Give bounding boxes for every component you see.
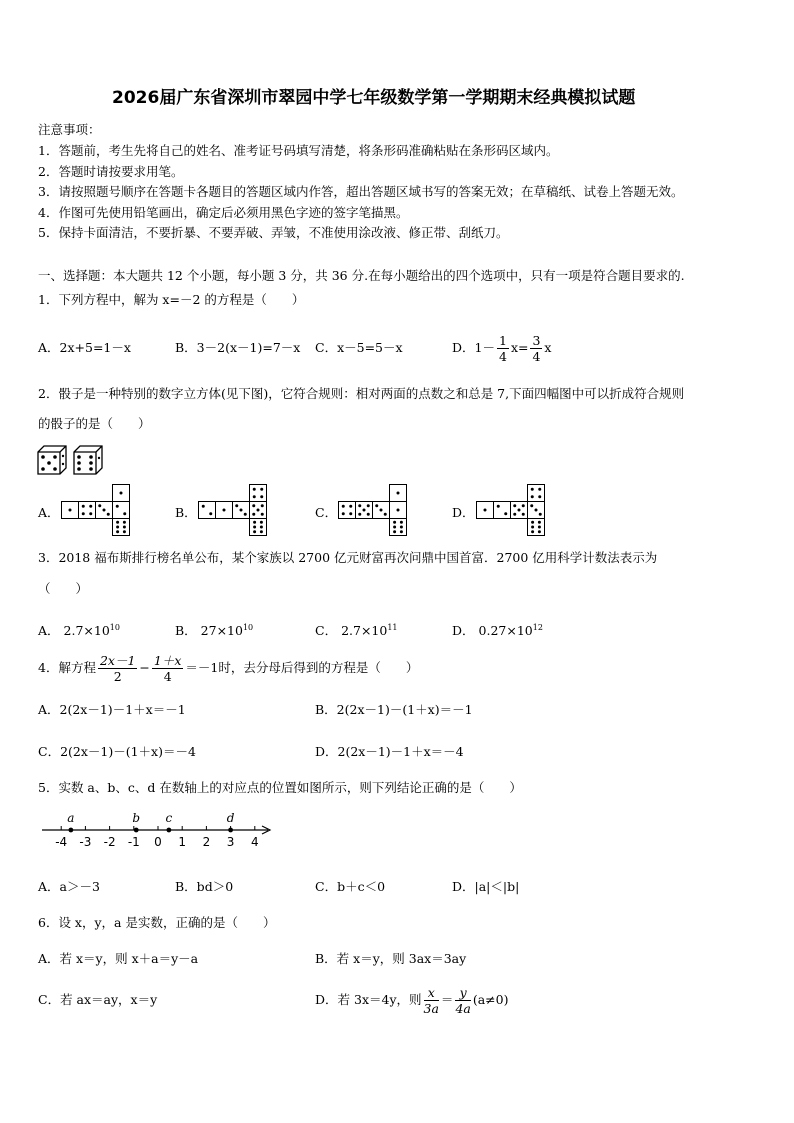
- point-a: [68, 828, 73, 833]
- numerator: 1＋x: [153, 653, 182, 668]
- exponent: 10: [109, 623, 120, 632]
- note-item: 4．作图可先使用铅笔画出，确定后必须用黑色字迹的签字笔描黑。: [38, 205, 409, 220]
- pip: [531, 495, 534, 498]
- point-d: [228, 828, 233, 833]
- pip: [116, 526, 119, 529]
- q1-option-b: B．3－2(x－1)=7－x: [175, 340, 301, 355]
- pip: [202, 505, 205, 508]
- option-value: 27×10: [200, 623, 243, 639]
- pip: [363, 509, 366, 512]
- pip: [89, 512, 92, 515]
- q2-stem-line2: 的骰子的是（ ）: [38, 416, 151, 431]
- pip: [253, 526, 256, 529]
- net-face: [390, 502, 407, 519]
- q1-d-mid: x=: [510, 340, 529, 355]
- option-value: 2.7×10: [63, 623, 110, 639]
- q5-option-a: A．a＞－3: [38, 879, 100, 894]
- numerator: x: [424, 985, 439, 1001]
- q1-d-pre: D．1－: [452, 340, 495, 355]
- q6-d-post: (a≠0): [472, 992, 509, 1007]
- pip: [349, 505, 352, 508]
- q2-stem-line1: 2．骰子是一种特别的数字立方体(见下图)，它符合规则：相对两面的点数之和总是 7,下面四幅图中可以折成符合规则: [38, 386, 685, 401]
- net-face: [390, 485, 407, 502]
- net-face: [356, 502, 373, 519]
- point-b: [134, 828, 139, 833]
- q1-stem: 1．下列方程中，解为 x=－2 的方程是（ ）: [38, 292, 305, 307]
- tick-label: -3: [79, 835, 92, 849]
- page-title: 2026届广东省深圳市翠园中学七年级数学第一学期期末经典模拟试题: [112, 88, 636, 108]
- pip: [260, 521, 263, 524]
- pip: [98, 504, 101, 507]
- pip: [358, 513, 361, 516]
- pip: [358, 504, 361, 507]
- q4-option-a: A．2(2x－1)－1＋x＝－1: [38, 702, 186, 717]
- pip: [538, 530, 541, 533]
- q3-stem-line2: （ ）: [38, 581, 89, 596]
- pip: [240, 509, 243, 512]
- pip: [120, 492, 123, 495]
- pip: [400, 521, 403, 524]
- pip: [116, 505, 119, 508]
- net-face: [250, 519, 267, 536]
- pip: [513, 513, 516, 516]
- pip: [257, 509, 260, 512]
- q2-option-b-label: B．: [175, 505, 197, 520]
- pip: [522, 504, 525, 507]
- option-label: B．: [175, 623, 197, 639]
- tick-label: 3: [226, 835, 235, 849]
- pip: [123, 521, 126, 524]
- q4-option-d: D．2(2x－1)－1＋x＝－4: [315, 744, 464, 759]
- q6-option-b: B．若 x＝y，则 3ax＝3ay: [315, 951, 467, 966]
- pip: [538, 495, 541, 498]
- q6-d-pre: D．若 3x＝4y，则: [315, 992, 422, 1007]
- pip: [223, 509, 226, 512]
- pip: [393, 530, 396, 533]
- point-label: d: [226, 811, 235, 825]
- pip: [513, 504, 516, 507]
- pip: [531, 488, 534, 491]
- net-face: [250, 502, 267, 519]
- q1-d-post: x: [544, 340, 552, 355]
- pip: [380, 509, 383, 512]
- q1-option-c: C．x－5=5－x: [315, 340, 403, 355]
- note-item: 5．保持卡面清洁，不要折暴、不要弄破、弄皱，不准使用涂改液、修正带、刮纸刀。: [38, 225, 509, 240]
- fraction: [424, 985, 439, 1016]
- pip: [253, 521, 256, 524]
- exponent: 11: [387, 623, 398, 632]
- pip: [253, 530, 256, 533]
- pip: [538, 521, 541, 524]
- pip: [342, 505, 345, 508]
- q5-stem: 5．实数 a、b、c、d 在数轴上的对应点的位置如图所示，则下列结论正确的是（ ）: [38, 780, 522, 795]
- die-1: [38, 446, 66, 474]
- q6-option-c: C．若 ax＝ay，x＝y: [38, 992, 158, 1007]
- net-face: [477, 502, 494, 519]
- point-label: c: [165, 811, 173, 825]
- point-label: a: [67, 811, 75, 825]
- net-face: [339, 502, 356, 519]
- q2-option-c-label: C．: [315, 505, 338, 520]
- pip: [384, 513, 387, 516]
- denominator: 2: [113, 669, 122, 684]
- fraction: [98, 653, 137, 684]
- cube-net-a: [61, 484, 141, 540]
- net-face: [113, 519, 130, 536]
- tick-label: -4: [55, 835, 68, 849]
- option-label: C．: [315, 623, 338, 639]
- q2-option-d-label: D．: [452, 505, 475, 520]
- pip: [260, 530, 263, 533]
- q4-option-c: C．2(2x－1)－(1＋x)＝－4: [38, 744, 196, 759]
- q6-stem: 6．设 x，y，a 是实数，正确的是（ ）: [38, 915, 276, 930]
- pip: [367, 513, 370, 516]
- option-value: 2.7×10: [341, 623, 388, 639]
- exponent: 10: [242, 623, 254, 632]
- q3-option-b: [175, 620, 253, 639]
- tick-label: -2: [103, 835, 116, 849]
- pip: [538, 488, 541, 491]
- pip: [393, 526, 396, 529]
- number-line: [42, 812, 282, 852]
- pip: [116, 530, 119, 533]
- net-face: [250, 485, 267, 502]
- q4-pre: 4．解方程: [38, 660, 96, 675]
- net-face: [62, 502, 79, 519]
- pip: [349, 512, 352, 515]
- tick-label: -1: [127, 835, 140, 849]
- note-item: 2．答题时请按要求用笔。: [38, 164, 184, 179]
- pip: [522, 513, 525, 516]
- option-label: A．: [38, 623, 60, 639]
- net-face: [113, 485, 130, 502]
- net-face: [528, 502, 545, 519]
- note-item: 1．答题前，考生先将自己的姓名、准考证号码填写清楚，将条形码准确粘贴在条形码区域内。: [38, 143, 559, 158]
- tick-label: 1: [178, 835, 187, 849]
- q4-post: ＝－1时，去分母后得到的方程是（ ）: [185, 660, 419, 675]
- q3-option-c: [315, 620, 398, 639]
- option-label: D．: [452, 623, 475, 639]
- net-face: [113, 502, 130, 519]
- q5-option-d: D．|a|＜|b|: [452, 879, 520, 894]
- pip: [260, 488, 263, 491]
- pip: [123, 530, 126, 533]
- q5-option-c: C．b＋c＜0: [315, 879, 386, 894]
- pip: [209, 512, 212, 515]
- q1-option-a: A．2x+5=1－x: [38, 340, 131, 355]
- option-value: 0.27×10: [478, 623, 533, 639]
- notes-heading: 注意事项：: [38, 122, 101, 137]
- pip: [397, 492, 400, 495]
- dice-illustration: [36, 444, 106, 476]
- pip: [107, 513, 110, 516]
- fraction: [455, 985, 470, 1016]
- tick-label: 2: [202, 835, 211, 849]
- fraction: [530, 333, 542, 364]
- pip: [531, 521, 534, 524]
- pip: [539, 513, 542, 516]
- pip: [82, 505, 85, 508]
- section-heading: 一、选择题：本大题共 12 个小题，每小题 3 分，共 36 分.在每小题给出的四个选项中，只有一项是符合题目要求的.: [38, 268, 685, 283]
- denominator: 4: [498, 349, 507, 364]
- q3-option-a: [38, 620, 120, 639]
- pip: [531, 526, 534, 529]
- cube-net-c: [338, 484, 418, 540]
- q4-stem: [38, 648, 418, 688]
- tick-label: 0: [154, 835, 162, 849]
- cube-net-b: [198, 484, 278, 540]
- pip: [538, 526, 541, 529]
- denominator: 3a: [423, 1001, 439, 1016]
- net-face: [528, 485, 545, 502]
- denominator: 4a: [455, 1001, 471, 1016]
- q6-option-a: A．若 x＝y，则 x＋a＝y－a: [38, 951, 199, 966]
- numerator: 2x－1: [99, 653, 136, 668]
- pip: [82, 512, 85, 515]
- die-2: [74, 446, 102, 474]
- net-face: [233, 502, 250, 519]
- q3-option-d: [452, 620, 543, 639]
- note-item: 3．请按照题号顺序在答题卡各题目的答题区域内作答，超出答题区域书写的答案无效；在草稿纸、试卷上答题无效。: [38, 184, 684, 199]
- cube-net-d: [476, 484, 556, 540]
- pip: [116, 521, 119, 524]
- q1-option-d: [452, 323, 551, 373]
- q3-stem-line1: 3．2018 福布斯排行榜名单公布，某个家族以 2700 亿元财富再次问鼎中国首富．2700 亿用科学计数法表示为: [38, 550, 658, 565]
- point-c: [166, 828, 171, 833]
- pip: [252, 513, 255, 516]
- fraction: [497, 333, 509, 364]
- pip: [504, 512, 507, 515]
- pip: [261, 513, 264, 516]
- net-face: [528, 519, 545, 536]
- pip: [393, 521, 396, 524]
- pip: [375, 504, 378, 507]
- net-face: [216, 502, 233, 519]
- equals-sign: ＝: [440, 992, 454, 1007]
- pip: [253, 495, 256, 498]
- pip: [531, 530, 534, 533]
- q2-option-a-label: A．: [38, 505, 60, 520]
- pip: [518, 509, 521, 512]
- pip: [400, 526, 403, 529]
- fraction: [152, 653, 184, 684]
- net-face: [373, 502, 390, 519]
- pip: [123, 512, 126, 515]
- pip: [235, 504, 238, 507]
- pip: [261, 504, 264, 507]
- pip: [252, 504, 255, 507]
- q4-option-b: B．2(2x－1)－(1＋x)＝－1: [315, 702, 473, 717]
- pip: [244, 513, 247, 516]
- pip: [103, 509, 106, 512]
- pip: [535, 509, 538, 512]
- denominator: 4: [163, 669, 172, 684]
- net-face: [494, 502, 511, 519]
- pip: [260, 495, 263, 498]
- pip: [69, 509, 72, 512]
- numerator: 1: [498, 333, 507, 348]
- exponent: 12: [532, 623, 543, 632]
- q5-option-b: B．bd＞0: [175, 879, 234, 894]
- denominator: 4: [532, 349, 541, 364]
- q6-option-d: [315, 980, 508, 1020]
- pip: [497, 505, 500, 508]
- point-label: b: [132, 811, 141, 825]
- net-face: [96, 502, 113, 519]
- pip: [89, 505, 92, 508]
- minus-sign: −: [139, 660, 150, 675]
- numerator: y: [455, 985, 470, 1001]
- net-face: [390, 519, 407, 536]
- numerator: 3: [532, 333, 541, 348]
- pip: [484, 509, 487, 512]
- net-face: [511, 502, 528, 519]
- net-face: [79, 502, 96, 519]
- pip: [397, 509, 400, 512]
- net-face: [199, 502, 216, 519]
- tick-label: 4: [250, 835, 259, 849]
- pip: [367, 504, 370, 507]
- pip: [253, 488, 256, 491]
- pip: [342, 512, 345, 515]
- pip: [260, 526, 263, 529]
- pip: [400, 530, 403, 533]
- pip: [530, 504, 533, 507]
- pip: [123, 526, 126, 529]
